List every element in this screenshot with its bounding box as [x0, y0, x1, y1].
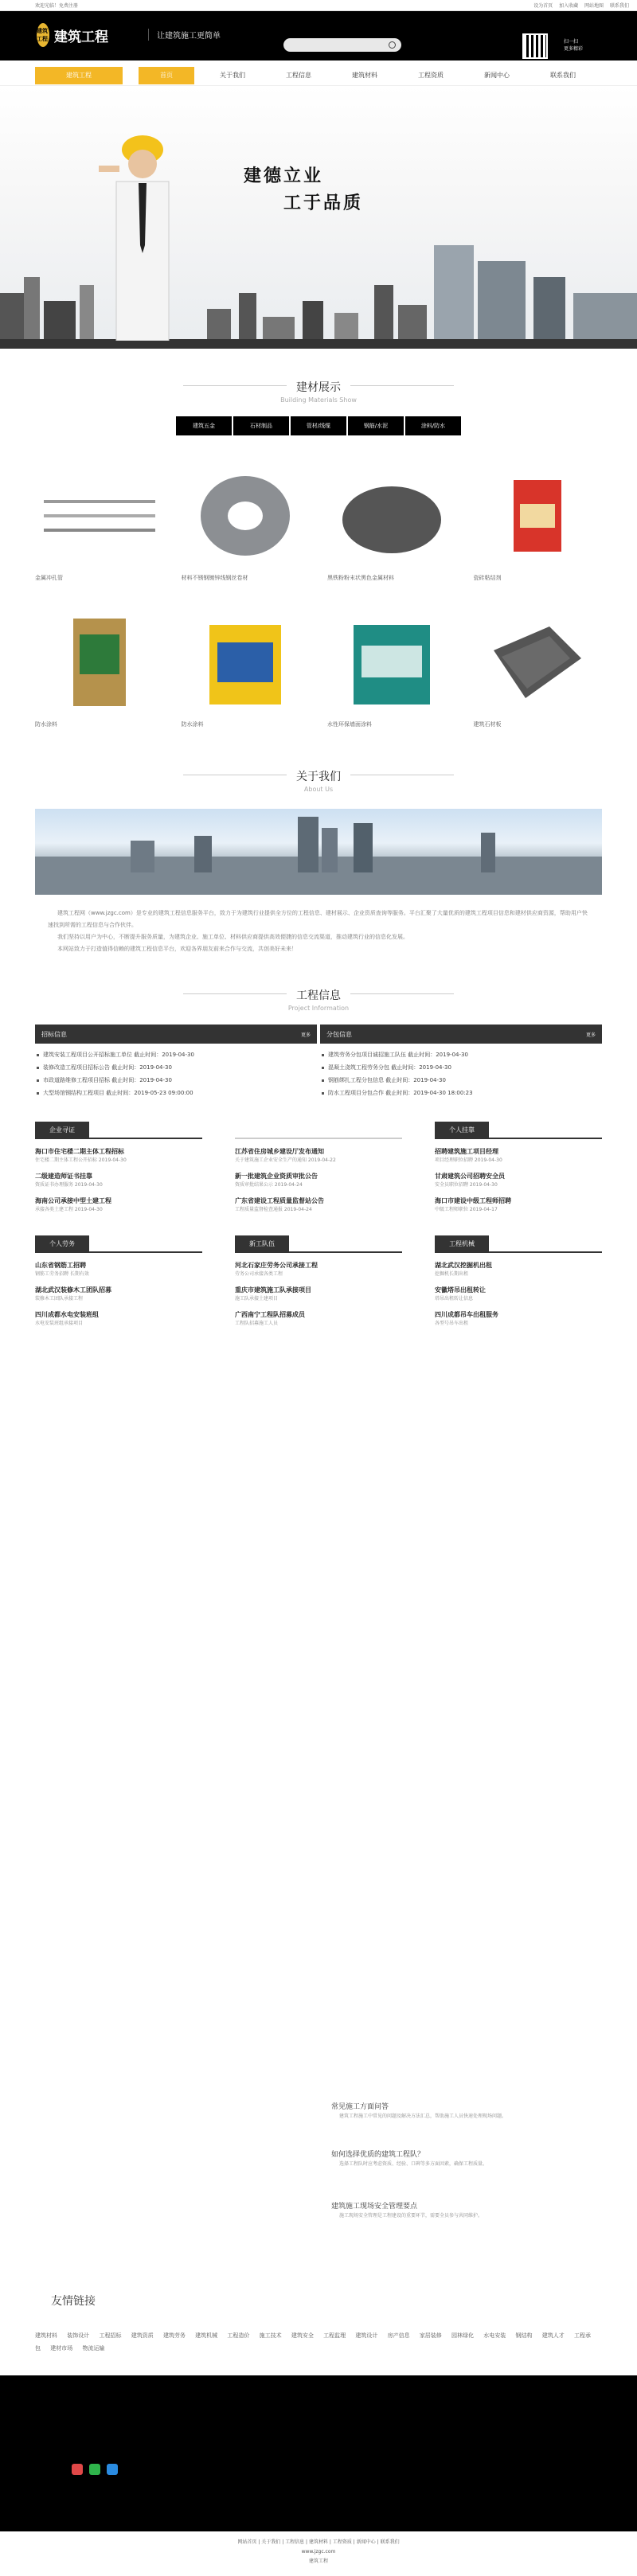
section-title: 工程信息: [296, 987, 341, 1003]
about-section-title: [0, 768, 637, 793]
logo[interactable]: [37, 21, 108, 49]
product-card[interactable]: [35, 611, 164, 740]
qa-item[interactable]: [331, 2149, 594, 2168]
qa-desc: 施工现场安全管理是工程建设的重要环节，需要全员参与共同维护。: [339, 2213, 483, 2219]
friend-link[interactable]: 工程承包: [35, 2332, 591, 2352]
category-row-1: [35, 1122, 602, 1213]
logo-text: 建筑工程: [54, 29, 108, 45]
about-text: [48, 907, 589, 955]
product-name: 防水涂料: [181, 721, 204, 728]
friend-link[interactable]: 房产信息: [387, 2332, 410, 2339]
product-name: 黑铁粉粉末状黑色金属材料: [327, 575, 394, 581]
footer-site-name: 建筑工程: [308, 2558, 328, 2564]
main-nav: [0, 65, 637, 86]
qa-item[interactable]: [331, 2102, 594, 2121]
footer-link[interactable]: 关于我们: [261, 2539, 281, 2545]
list-item[interactable]: [235, 1172, 402, 1188]
tender-list: [35, 1048, 317, 1099]
qr-text: [564, 38, 583, 53]
footer-link[interactable]: 工程信息: [285, 2539, 305, 2545]
item-title: 新一批建筑企业资质审批公告: [235, 1173, 318, 1180]
list-item[interactable]: 大型场馆钢结构工程项目 截止时间：2019-05-23 09:00:00: [35, 1087, 317, 1099]
top-link[interactable]: 加入收藏: [559, 3, 579, 9]
top-link[interactable]: 联系我们: [609, 3, 629, 9]
product-card[interactable]: [182, 464, 311, 593]
list-item[interactable]: [435, 1286, 602, 1302]
item-desc: 水电安装班组承接项目: [35, 1321, 84, 1326]
item-desc: 中级工程师职位 2019-04-17: [435, 1207, 498, 1212]
product-name: 金属冲孔管: [35, 575, 63, 581]
footer-link[interactable]: 新闻中心: [356, 2539, 376, 2545]
qa-title: 如何选择优质的建筑工程队？: [331, 2151, 425, 2159]
list-item[interactable]: [235, 1147, 402, 1164]
list-item[interactable]: [35, 1147, 202, 1164]
list-item[interactable]: [435, 1196, 602, 1213]
list-item[interactable]: [35, 1196, 202, 1213]
category-row-2: [35, 1235, 602, 1327]
product-name: 防水涂料: [35, 721, 57, 728]
item-title: 重庆市建筑施工队承接项目: [235, 1286, 311, 1294]
list-item[interactable]: 建筑安装工程项目公开招标施工单位 截止时间：2019-04-30: [35, 1048, 317, 1061]
subcontract-list: [320, 1048, 602, 1099]
tab-coating[interactable]: 涂料/防水: [405, 416, 461, 435]
section-title: 关于我们: [296, 768, 341, 784]
item-title: 安徽塔吊出租转让: [435, 1286, 486, 1294]
list-item[interactable]: 防水工程项目分包合作 截止时间：2019-04-30 18:00:23: [320, 1087, 602, 1099]
site-header: [0, 11, 637, 60]
hero-banner: [0, 86, 637, 349]
product-name: 材料不锈钢镀锌线钢丝卷材: [181, 575, 248, 581]
qr-line: 更多精彩: [564, 46, 584, 52]
item-desc: 钢筋工劳务招聘 长期有效: [35, 1271, 89, 1277]
section-subtitle: About Us: [303, 786, 334, 793]
friend-link[interactable]: 钢结构: [515, 2332, 533, 2339]
qa-desc: 建筑工程施工中常见的问题及解决方法汇总，帮助施工人员快速处理现场问题。: [339, 2113, 507, 2119]
more-link[interactable]: 更多: [585, 1032, 596, 1038]
item-desc: 项目经理职位招聘 2019-04-30: [435, 1157, 502, 1163]
list-item[interactable]: [435, 1310, 602, 1327]
product-name: 瓷砖粘结剂: [473, 575, 502, 581]
friend-link[interactable]: 物流运输: [82, 2345, 105, 2352]
friend-link[interactable]: 建筑机械: [195, 2332, 218, 2339]
friend-link[interactable]: 建筑安全: [291, 2332, 314, 2339]
category-header: [235, 1235, 402, 1253]
materials-section-title: [0, 379, 637, 404]
category-title[interactable]: 个人挂靠: [435, 1122, 489, 1139]
top-link[interactable]: 设为首页: [533, 3, 553, 9]
qa-item[interactable]: [331, 2201, 594, 2220]
friend-links: [35, 2329, 592, 2355]
product-card[interactable]: [474, 611, 603, 740]
product-image: [35, 611, 164, 714]
item-desc: 关于建筑施工企业安全生产的通知 2019-04-22: [235, 1157, 336, 1163]
category-column: [435, 1122, 602, 1213]
section-title: 建材展示: [296, 379, 341, 395]
friend-link[interactable]: 园林绿化: [451, 2332, 475, 2339]
product-image: [182, 464, 311, 568]
category-column: [235, 1122, 402, 1213]
list-item[interactable]: [235, 1196, 402, 1213]
item-title: 湖北武汉装修木工团队招募: [35, 1286, 111, 1294]
tab-rebar[interactable]: 钢筋/水泥: [348, 416, 404, 435]
product-image: [474, 611, 603, 714]
banner-line-1: 建德立业: [244, 166, 324, 186]
tab-hardware[interactable]: 建筑五金: [176, 416, 232, 435]
copyright: www.jzgc.com: [301, 2549, 336, 2555]
about-city-image: [35, 809, 602, 895]
list-item[interactable]: [35, 1286, 202, 1302]
panel-header: [320, 1025, 602, 1044]
friend-link[interactable]: 建筑劳务: [162, 2332, 186, 2339]
category-column: [35, 1235, 202, 1327]
weibo-icon[interactable]: [72, 2464, 83, 2475]
category-title[interactable]: 新工队伍: [235, 1235, 289, 1253]
friend-link[interactable]: 建材市场: [50, 2345, 73, 2352]
friend-link[interactable]: 工程监理: [323, 2332, 346, 2339]
item-desc: 承接各类土建工程 2019-04-30: [35, 1207, 103, 1212]
item-title: 江苏省住房城乡建设厅发布通知: [235, 1148, 324, 1155]
product-image: [35, 464, 164, 568]
category-header: [435, 1122, 602, 1139]
logo-mark: 建筑工程: [37, 23, 49, 47]
item-desc: 工程队招募施工人员: [235, 1321, 279, 1326]
item-title: 招聘建筑施工项目经理: [435, 1148, 498, 1155]
nav-item-home[interactable]: 首页: [139, 67, 194, 84]
item-desc: 挖掘机长期出租: [435, 1271, 469, 1277]
header-slogan: 让建筑施工更简单: [148, 29, 221, 41]
nav-item-about[interactable]: 关于我们: [220, 72, 245, 79]
about-paragraph: 建筑工程网（www.jzgc.com）是专业的建筑工程信息服务平台，致力于为建筑行业提供全方位的工程信息、建材展示、企业资质查询等服务。平台汇聚了大量优质的建筑工程项目信息和建材供应商资源，帮助用户快速找到所需的工程信息与合作伙伴。: [48, 910, 588, 928]
about-paragraph: 本网站致力于打造值得信赖的建筑工程信息平台，欢迎各界朋友前来合作与交流，共创美好未来！: [57, 946, 297, 952]
category-title[interactable]: 个人劳务: [35, 1235, 89, 1253]
top-links: [529, 2, 629, 9]
list-item[interactable]: 装修改造工程项目招标公告 截止时间：2019-04-30: [35, 1061, 317, 1074]
category-column: [235, 1235, 402, 1327]
project-section-title: [0, 987, 637, 1012]
item-desc: 资质审批结果公示 2019-04-24: [235, 1182, 303, 1188]
qr-code-icon: [522, 33, 548, 59]
friend-link[interactable]: 施工技术: [259, 2332, 282, 2339]
nav-item-news[interactable]: 新闻中心: [484, 72, 510, 79]
footer-links: 网站首页 | 关于我们 | 工程信息 | 建筑材料 | 工程资质 | 新闻中心 | 联系我们 www.jzgc.com 建筑工程: [0, 2531, 637, 2576]
friend-link[interactable]: 建筑材料: [35, 2332, 57, 2339]
product-card[interactable]: [327, 464, 456, 593]
footer-link[interactable]: 网站首页: [237, 2539, 257, 2545]
nav-item-projects[interactable]: 工程信息: [286, 72, 311, 79]
product-image: [327, 464, 456, 568]
category-header: [235, 1122, 402, 1139]
product-image: [327, 611, 456, 714]
subcontract-panel: [320, 1025, 602, 1099]
worker-figure-image: [99, 118, 186, 341]
item-title: 广西南宁工程队招募成员: [235, 1311, 305, 1318]
welcome-text: 欢迎光临！免费注册: [35, 3, 79, 9]
list-item[interactable]: 建筑劳务分包项目诚招施工队伍 截止时间：2019-04-30: [320, 1048, 602, 1061]
friend-link[interactable]: 水电安装: [483, 2332, 506, 2339]
product-image: [474, 464, 603, 568]
materials-tabs: [0, 416, 637, 435]
category-column: [35, 1122, 202, 1213]
item-desc: 塔吊出租转让信息: [435, 1296, 474, 1302]
category-column: [435, 1235, 602, 1327]
list-item[interactable]: [35, 1172, 202, 1188]
search-icon[interactable]: [389, 41, 396, 49]
item-title: 二级建造师证书挂靠: [35, 1173, 92, 1180]
nav-item-materials[interactable]: 建筑材料: [352, 72, 377, 79]
top-bar: [0, 0, 637, 11]
social-icons: [72, 2464, 124, 2475]
product-card[interactable]: [182, 611, 311, 740]
search-input[interactable]: [283, 38, 401, 52]
item-title: 河北石家庄劳务公司承接工程: [235, 1262, 318, 1269]
list-item[interactable]: 混凝土浇筑工程劳务分包 截止时间：2019-04-30: [320, 1061, 602, 1074]
category-title[interactable]: 企业寻证: [35, 1122, 89, 1139]
item-desc: 施工队承接土建项目: [235, 1296, 279, 1302]
city-skyline-image: [0, 245, 637, 349]
nav-item-home-logo[interactable]: 建筑工程: [35, 67, 123, 84]
footer-link[interactable]: 建筑材料: [308, 2539, 328, 2545]
product-card[interactable]: [327, 611, 456, 740]
list-item[interactable]: [235, 1261, 402, 1278]
top-link[interactable]: 网站地图: [584, 3, 604, 9]
friend-link[interactable]: 建筑资质: [131, 2332, 154, 2339]
item-desc: 资质证书办理服务 2019-04-30: [35, 1182, 103, 1188]
banner-slogan: [244, 162, 363, 217]
panel-header: [35, 1025, 317, 1044]
category-title[interactable]: 工程机械: [435, 1235, 489, 1253]
list-item[interactable]: [235, 1286, 402, 1302]
item-title: 海南公司承接中型土建工程: [35, 1197, 111, 1204]
friend-links-title: 友情链接: [51, 2295, 96, 2308]
item-desc: 工程质量监督检查通报 2019-04-24: [235, 1207, 312, 1212]
item-desc: 劳务公司承接各类工程: [235, 1271, 283, 1277]
category-header: [435, 1235, 602, 1253]
panel-title: 分包信息: [326, 1030, 352, 1038]
category-header: [35, 1235, 202, 1253]
item-title: 山东省钢筋工招聘: [35, 1262, 86, 1269]
product-name: 水性环保墙面涂料: [327, 721, 372, 728]
list-item[interactable]: 钢筋绑扎工程分包信息 截止时间：2019-04-30: [320, 1074, 602, 1087]
product-grid: [35, 464, 602, 740]
category-header: [35, 1122, 202, 1139]
list-item[interactable]: [435, 1261, 602, 1278]
friend-link[interactable]: 工程造价: [227, 2332, 250, 2339]
qr-line: 扫一扫: [564, 39, 579, 45]
qa-title: 建筑施工现场安全管理要点: [331, 2203, 418, 2211]
tab-pipes[interactable]: 管材/线缆: [291, 416, 346, 435]
friend-link[interactable]: 建筑设计: [355, 2332, 378, 2339]
product-name: 建筑石材板: [473, 721, 502, 728]
section-subtitle: Project Information: [287, 1005, 350, 1012]
section-subtitle: Building Materials Show: [280, 396, 357, 404]
wechat-icon[interactable]: [89, 2464, 100, 2475]
friend-link[interactable]: 工程招标: [99, 2332, 122, 2339]
list-item[interactable]: [35, 1310, 202, 1327]
item-title: 湖北武汉挖掘机出租: [435, 1262, 492, 1269]
item-desc: 各型号吊车出租: [435, 1321, 469, 1326]
list-item[interactable]: [35, 1261, 202, 1278]
item-title: 四川成都水电安装班组: [35, 1311, 99, 1318]
list-item[interactable]: [235, 1310, 402, 1327]
nav-item-qualification[interactable]: 工程资质: [418, 72, 444, 79]
item-desc: 装修木工团队承接工程: [35, 1296, 84, 1302]
list-item[interactable]: [435, 1172, 602, 1188]
tender-panel: [35, 1025, 317, 1099]
item-title: 广东省建设工程质量监督站公告: [235, 1197, 324, 1204]
product-image: [182, 611, 311, 714]
about-paragraph: 我们坚持以用户为中心，不断提升服务质量，为建筑企业、施工单位、材料供应商提供高效便捷的信息交流渠道，推动建筑行业的信息化发展。: [57, 934, 408, 940]
product-card[interactable]: [35, 464, 164, 593]
item-desc: 住宅楼二期主体工程公开招标 2019-04-30: [35, 1157, 127, 1163]
item-title: 海口市建设中级工程师招聘: [435, 1197, 511, 1204]
footer-link[interactable]: 工程资质: [332, 2539, 352, 2545]
friend-link[interactable]: 装饰设计: [67, 2332, 90, 2339]
item-title: 甘肃建筑公司招聘安全员: [435, 1173, 505, 1180]
nav-item-contact[interactable]: 联系我们: [550, 72, 576, 79]
friend-link[interactable]: 建筑人才: [541, 2332, 565, 2339]
more-link[interactable]: 更多: [300, 1032, 311, 1038]
project-info: [35, 1025, 602, 1099]
tab-stone[interactable]: 石材制品: [233, 416, 289, 435]
item-title: 海口市住宅楼二期主体工程招标: [35, 1148, 124, 1155]
footer-link[interactable]: 联系我们: [380, 2539, 400, 2545]
list-item[interactable]: 市政道路维修工程项目招标 截止时间：2019-04-30: [35, 1074, 317, 1087]
qq-icon[interactable]: [107, 2464, 118, 2475]
qa-title: 常见施工方面问答: [331, 2103, 389, 2111]
product-card[interactable]: [474, 464, 603, 593]
list-item[interactable]: [435, 1147, 602, 1164]
friend-link[interactable]: 家居装修: [419, 2332, 442, 2339]
panel-title: 招标信息: [41, 1030, 67, 1038]
banner-line-2: 工于品质: [283, 193, 364, 213]
qa-desc: 选择工程队时应考虑资质、经验、口碑等多方面因素，确保工程质量。: [339, 2161, 488, 2167]
item-title: 四川成都吊车出租服务: [435, 1311, 498, 1318]
item-desc: 安全员职位招聘 2019-04-30: [435, 1182, 498, 1188]
